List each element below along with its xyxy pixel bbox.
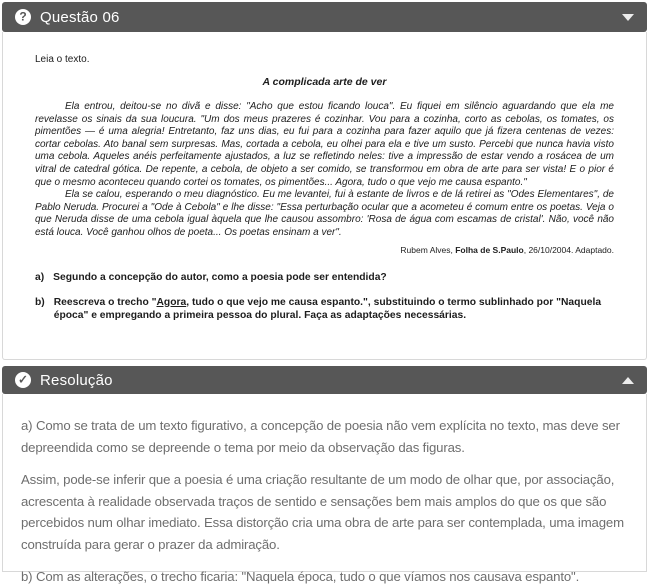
resolution-body [2, 394, 647, 584]
resolution-paragraph-explanation: Assim, pode-se inferir que a poesia é uma criação resultante de um modo de olhar que, por associação, acrescenta à realidade observada traços de sentido e sensações bem mais amplos do que os que são percebidos num olhar imediato. Essa distorção cria uma obra de arte para ser contemplada, uma imagem construída para gerar o prazer da admiração. [21, 472, 624, 552]
reading-text-title: A complicada arte de ver [262, 76, 387, 88]
question-body [2, 32, 647, 360]
item-a-text: Segundo a concepção do autor, como a poesia pode ser entendida? [53, 271, 387, 283]
scanned-exercise [35, 54, 614, 322]
question-item-b [35, 296, 614, 322]
reading-paragraph: Ela entrou, deitou-se no divã e disse: "Acho que estou ficando louca". Eu fiquei em silêncio aguardando que ela me revelasse os sinais da sua loucura. "Um dos meus prazeres é cozinhar. Vou para a cozinha, corto as cebolas, os tomates, os pimentões — é uma alegria! Entretanto, faz uns dias, eu fui para a cozinha para fazer aquilo que já fizera centenas de vezes: cortar cebolas. Ato banal sem surpresas. Mas, cortada a cebola, eu olhei para ela e tive um susto. Percebi que nunca havia visto uma cebola. Aqueles anéis perfeitamente ajustados, a luz se refletindo neles: tive a impressão de estar vendo a rosácea de um vitral de catedral gótica. De repente, a cebola, de objeto a ser comido, se transformou em obra de arte para ser vista! E o pior é que o mesmo aconteceu quando cortei os tomates, os pimentões... Agora, tudo o que vejo me causa espanto." [35, 101, 614, 188]
resolution-section [2, 366, 647, 584]
citation-source: Folha de S.Paulo [455, 244, 524, 255]
citation-date: , 26/10/2004. Adaptado. [523, 244, 614, 255]
item-b-text [54, 296, 614, 322]
item-b-text-post: , tudo o que vejo me causa espanto.", substituindo o termo sublinhado por "Naquela época" e empregando a primeira pessoa do plural. Faça as adaptações necessárias. [53, 296, 602, 321]
question-section [2, 2, 647, 360]
chevron-down-icon[interactable] [622, 14, 634, 21]
question-title: Questão 06 [40, 8, 120, 26]
reading-paragraph: Ela se calou, esperando o meu diagnóstico. Eu me levantei, fui à estante de livros e de lá retirei as "Odes Elementares", de Pablo Neruda. Procurei a "Ode à Cebola" e lhe disse: "Essa perturbação ocular que a acometeu é comum entre os poetas. Veja o que Neruda disse de uma cebola igual àquela que lhe causou assombro: 'Rosa de água com escamas de cristal'. Não, você não está louca. Você ganhou olhos de poeta... Os poetas ensinam a ver". [35, 189, 614, 238]
resolution-title: Resolução [40, 371, 113, 389]
check-circle-icon: ✓ [15, 372, 31, 388]
citation [35, 245, 614, 255]
question-item-a [35, 271, 614, 284]
item-a-label: a) [35, 271, 45, 283]
item-b-label: b) [35, 296, 45, 308]
question-header[interactable] [2, 2, 647, 32]
item-b-text-pre: Reescreva o trecho " [53, 296, 157, 308]
citation-author: Rubem Alves, [400, 244, 456, 255]
question-circle-icon: ? [15, 9, 31, 25]
resolution-paragraph-b: b) Com as alterações, o trecho ficaria: "Naquela época, tudo o que víamos nos causava espanto". [21, 569, 580, 584]
chevron-up-icon[interactable] [622, 377, 634, 384]
resolution-header[interactable] [2, 366, 647, 394]
instruction-text: Leia o texto. [35, 54, 90, 65]
resolution-paragraph-a: a) Como se trata de um texto figurativo, a concepção de poesia não vem explícita no texto, mas deve ser depreendida como se depreende o tema por meio da observação das figuras. [21, 418, 620, 455]
item-b-underlined-term: Agora [156, 296, 187, 308]
